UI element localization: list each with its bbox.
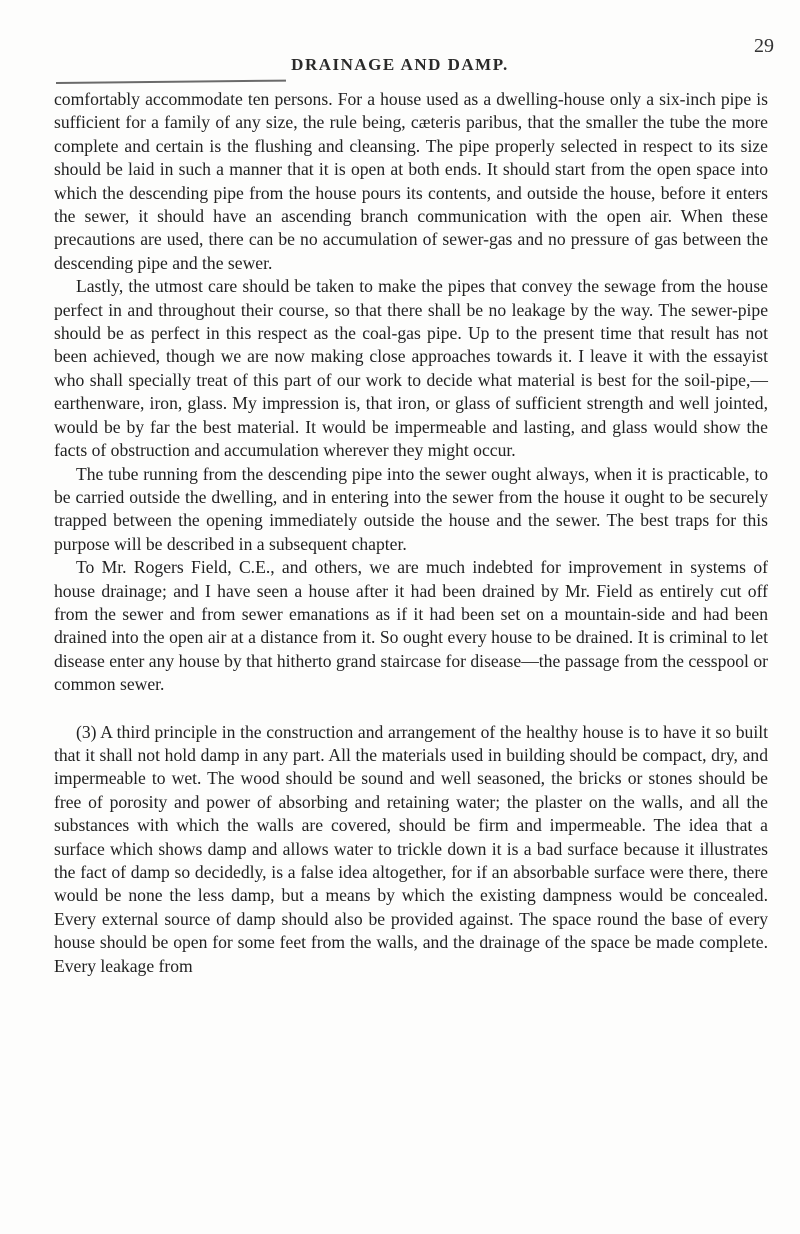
running-title: DRAINAGE AND DAMP. [291,55,509,74]
paragraph-5: (3) A third principle in the construction and arrangement of the healthy house is to have it so built that it shall not hold damp in any part. All the materials used in building should be compact, dry, and impermeable to wet. The wood should be sound and well seasoned, the bricks or stones should be free of porosity and power of absorbing and retaining water; the plaster on the walls, and all the substances with which the walls are covered, should be firm and impermeable. The idea that a surface which shows damp and allows water to trickle down it is a bad surface because it illustrates the fact of damp so decidedly, is a false idea altogether, for if an absorbable surface were there, there would be none the less damp, but a means by which the existing dampness would be concealed. Every external source of damp should also be provided against. The space round the base of every house should be open for some feet from the walls, and the drainage of the space be made complete. Every leakage from [54,721,768,976]
paragraph-1: comfortably accommodate ten persons. For a house used as a dwelling-house only a six-inch pipe is sufficient for a family of any size, the rule being, cæteris paribus, that the smaller the tube the more complete and certain is the flushing and cleansing. The pipe properly selected in respect to its size should be laid in such a manner that it is open at both ends. It should start from the open space into which the descending pipe from the house pours its contents, and outside the house, before it enters the sewer, it should have an ascending branch communication with the open air. When these precautions are used, there can be no accumulation of sewer-gas and no pressure of gas between the descending pipe and the sewer. [54,89,768,273]
body-text [54,88,768,978]
paragraph-3: The tube running from the descending pipe into the sewer ought always, when it is practicable, to be carried outside the dwelling, and in entering into the sewer from the house it ought to be securely trapped between the opening immediately outside the house and the sewer. The best traps for this purpose will be described in a subsequent chapter. [54,463,768,554]
paragraph-2: Lastly, the utmost care should be taken to make the pipes that convey the sewage from the house perfect in and throughout their course, so that there shall be no leakage by the way. The sewer-pipe should be as perfect in this respect as the coal-gas pipe. Up to the present time that result has not been achieved, though we are now making close approaches towards it. I leave it with the essayist who shall specially treat of this part of our work to decide what material is best for the soil-pipe,—earthenware, iron, glass. My impression is, that iron, or glass of sufficient strength and well jointed, would be by far the best material. It would be impermeable and lasting, and glass would show the facts of obstruction and accumulation wherever they might occur. [54,276,768,461]
header-rule [56,80,286,84]
page-number: 29 [754,35,774,57]
paragraph-4: To Mr. Rogers Field, C.E., and others, we are much indebted for improvement in systems of house drainage; and I have seen a house after it had been drained by Mr. Field as entirely cut off from the sewer and from sewer emanations as if it had been set on a mountain-side and had been drained into the open air at a distance from it. So ought every house to be drained. It is criminal to let disease enter any house by that hitherto grand staircase for disease—the passage from the cesspool or common sewer. [54,557,768,695]
running-head [0,35,800,79]
